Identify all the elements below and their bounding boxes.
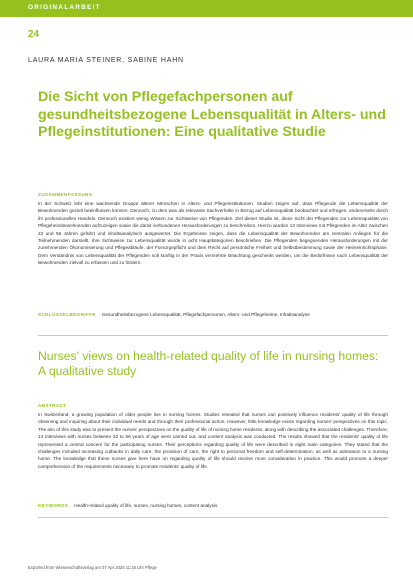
header-bar (0, 0, 413, 17)
keywords-german (38, 311, 388, 318)
abstract-german-label: ZUSAMMENFASSUNG (38, 192, 93, 197)
keywords-german-text: Gesundheitsbezogene Lebensqualität, Pflegefachpersonen, Alters- und Pflegeheime, Inhaltsanalyse (101, 312, 310, 317)
divider (38, 335, 388, 336)
title-german: Die Sicht von Pflegefachpersonen auf gesundheitsbezogene Lebensqualität in Alters- und Pflegeinstitutionen: Eine qualitative Studie (38, 89, 386, 140)
keywords-english-label: KEYWORDS (38, 503, 69, 508)
keywords-english-text: Health-related quality of life, nurses, nursing homes, content analysis (74, 503, 218, 508)
abstract-german (38, 192, 388, 267)
title-english: Nurses' views on health-related quality of life in nursing homes: A qualitative study (38, 349, 379, 378)
abstract-english (38, 403, 388, 470)
divider (38, 517, 388, 518)
authors: LAURA MARIA STEINER, SABINE HAHN (28, 57, 184, 64)
abstract-german-text: In der Schweiz lebt eine wachsende Gruppe älterer Menschen in Alters- und Pflegeinstitutionen. Studien zeigen auf, dass Pflegende die Lebensqualität der Bewohnenden gezielt beeinflussen können. Dennoch, zu dem was als relevante Sachverhalte in Bezug auf Lebensqualität beobachtet und erfragen, andererseits durch ihr professionelles Handeln. Dennoch existiert wenig Wissen zur Sichtweise von Pflegenden. Ziel dieser Studie ist, diese Sicht der Pflegenden zur Lebensqualität von Pflegeheimbewohnenden aufzuzeigen sowie die damit verbundenen Herausforderungen zu beschreiben. Hierzu wurden 13 Interviews mit Pflegenden im Alter zwischen 22 und 56 Jahren geführt und inhaltsanalytisch ausgewertet. Die Ergebnisse zeigen, dass die Lebensqualität der Bewohnenden am zentralen Anliegen für die Teilnehmenden darstellt. Ihre Sichtweise zur Lebensqualität wurde in acht Hauptkategorien beschrieben. Die Pflegenden begegnenden Herausforderungen mit der zunehmenden Ökonomisierung und Pflegeabläufe, der Fürsorgepflicht und dem Recht auf persönliche Freiheit und Selbstbestimmung sowie der Heimeinrichtsphase. Dem Verständnis von Lebensqualität der Pflegenden soll künftig in der Praxis vermehrte Beachtung geschenkt werden, um die Bedürfnisse nach Lebensqualität der Bewohnenden zielvoll zu erfassen und zu fördern. (38, 201, 388, 266)
download-footer: Exported from Wissenschaftsverlag am 07 Apr 2025 11:16 Uhr Pflege (28, 565, 157, 570)
keywords-german-label: SCHLÜSSELBEGRIFFE (38, 312, 96, 317)
page-number: 24 (28, 29, 40, 40)
abstract-english-label: ABSTRACT (38, 403, 67, 408)
keywords-english (38, 502, 388, 509)
abstract-english-text: In Switzerland, a growing population of older people live in nursing homes. Studies revealed that nurses can positively influence residents' quality of life through observing and inquiring about their individual needs and through their professional action. However, little knowledge exists regarding nurses' perspectives on this topic. The aim of this study was to present the nurses' perspectives on the quality of life of nursing home residents, along with describing the associated challenges. Therefore, 13 interviews with nurses between 22 to 56 years of age were carried out, and content analysis was conducted. The results showed that the residents' quality of life represented a central concern for the participating nurses. Their perceptions regarding quality of life were described in eight main categories. They stated that the challenges included increasing cutbacks in daily care, the provision of care, the right to personal freedom and self-determination, as well as admission to a nursing home. The knowledge that these nurses give here have on regarding quality of life should receive more consideration in practice. This would promote a deeper comprehension of the requirements necessary to promote residents' quality of life. (38, 412, 388, 469)
section-label: ORIGINALARBEIT (28, 4, 101, 11)
